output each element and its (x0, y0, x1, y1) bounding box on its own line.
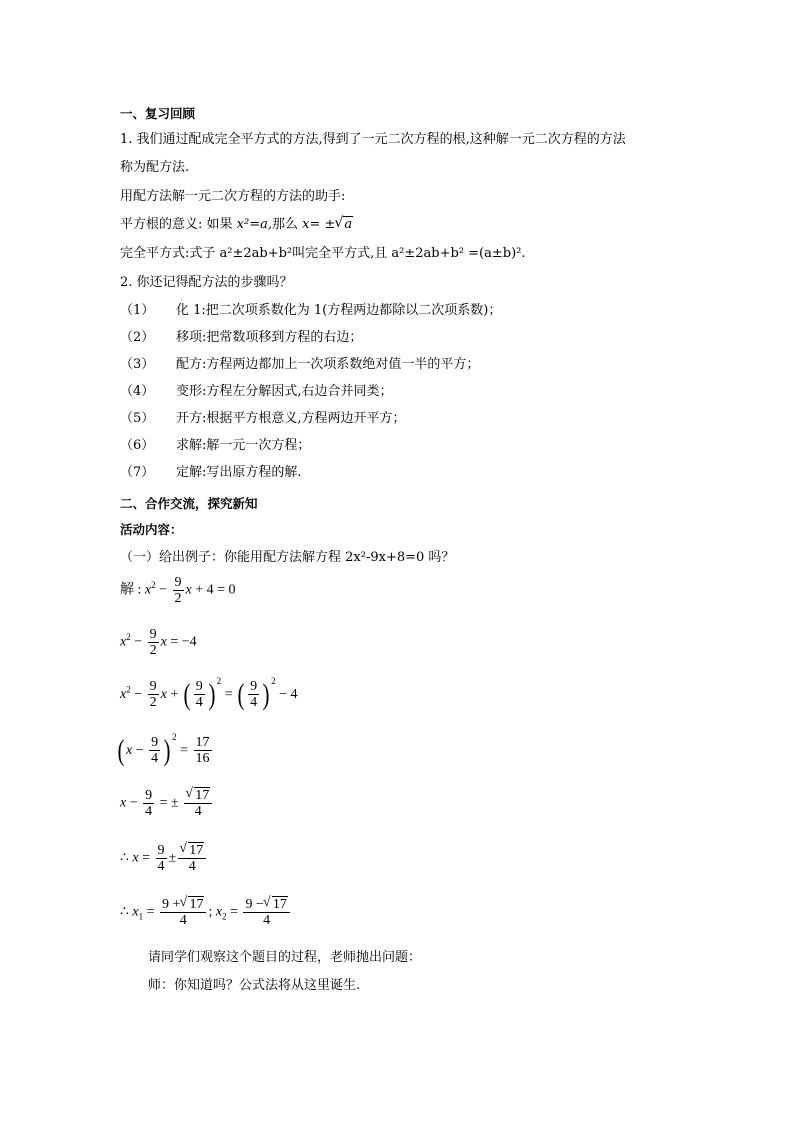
denominator: 2 (149, 695, 157, 711)
numerator: 9 (149, 679, 157, 695)
op-eq: = (217, 582, 226, 598)
op-minus-4: − 4 (279, 687, 298, 702)
fraction-9-2 (148, 679, 159, 710)
var-x: x (132, 850, 139, 866)
perfect-square-line: 完全平方式:式子 a²±2ab+b²叫完全平方式,且 a²±2ab+b² =(a±b)². (120, 246, 526, 261)
radicand: 17 (189, 897, 204, 912)
var-x: x (126, 743, 133, 758)
numerator: 9 (174, 575, 182, 590)
subscript: 2 (222, 911, 227, 922)
step-text: 开方:根据平方根意义,方程两边开平方； (176, 411, 406, 426)
fraction-9-4 (248, 679, 259, 710)
left-paren: ( (117, 733, 125, 767)
step-text: 移项:把常数项移到方程的右边； (176, 330, 363, 345)
example-question: （一）给出例子：你能用配方法解方程 2x²-9x+8=0 吗？ (120, 550, 455, 565)
radicand: 17 (272, 897, 287, 912)
op-eq: = (142, 850, 151, 866)
radicand: 17 (189, 843, 204, 858)
math-line-6 (120, 843, 208, 874)
op-eq: = (146, 904, 155, 920)
math-line-3 (120, 676, 298, 710)
section2-title: 二、合作交流，探究新知 (120, 496, 258, 511)
numerator (160, 897, 206, 913)
step-text: 定解:写出原方程的解. (176, 465, 302, 480)
numerator: 9 (195, 679, 203, 695)
step-text: 化 1:把二次项系数化为 1(方程两边都除以二次项系数)； (176, 303, 502, 318)
step-text: 配方:方程两边都加上一次项系数绝对值一半的平方； (176, 357, 480, 372)
therefore: ∴ (120, 904, 129, 920)
section1-title: 一、复习回顾 (120, 106, 196, 121)
fraction-9-4 (143, 788, 154, 819)
observe-line: 请同学们观察这个题目的过程，老师抛出问题： (148, 950, 422, 965)
exp: 2 (126, 632, 131, 643)
op-plus: + (170, 687, 179, 702)
numerator: 9 (157, 843, 165, 858)
step-number: （3） (120, 357, 155, 372)
neg-four: −4 (181, 634, 197, 650)
nine-plus: 9 + (162, 897, 181, 912)
right-paren: ) (163, 733, 171, 767)
solve-label: 解 : (120, 582, 142, 598)
radicand: 17 (195, 788, 210, 803)
var-x: x (120, 634, 127, 650)
denominator: 16 (195, 751, 210, 767)
var-x1: x (132, 904, 139, 920)
left-paren: ( (183, 677, 191, 711)
sqrt-symbol (180, 843, 204, 858)
numerator: 17 (195, 735, 210, 751)
fraction-9-4 (149, 735, 160, 766)
op-minus: − (134, 687, 143, 702)
math-line-1 (120, 575, 236, 606)
denominator: 4 (179, 913, 187, 928)
step-number: （5） (120, 411, 155, 426)
denominator: 4 (151, 751, 159, 767)
denominator: 2 (149, 643, 157, 658)
fraction-9-4 (156, 843, 167, 874)
var-x: x (120, 795, 127, 811)
sqrt-meaning-prefix: 平方根的意义: 如果 (120, 217, 237, 232)
op-eq: = (180, 743, 189, 758)
math-line-7 (120, 897, 292, 928)
var-x2: x (215, 904, 223, 920)
exp: 2 (151, 580, 156, 591)
exp: 2 (271, 676, 276, 686)
nine-minus: 9 − (245, 897, 264, 912)
op-pm: ± (171, 795, 179, 811)
op-eq: = (230, 904, 238, 920)
numerator: 9 (149, 627, 157, 642)
sqrt-meaning-a: a (344, 217, 353, 232)
sqrt-meaning-line (120, 213, 353, 232)
exp: 2 (172, 732, 177, 742)
fraction-9-2 (173, 575, 184, 606)
fraction-sqrt17-4 (184, 788, 212, 819)
therefore: ∴ (120, 850, 129, 866)
denominator: 4 (194, 804, 202, 819)
fraction-sqrt17-4 (178, 843, 206, 874)
question-2: 2. 你还记得配方法的步骤吗？ (120, 275, 293, 290)
sqrt-symbol (186, 788, 210, 803)
math-line-5 (120, 788, 214, 819)
numerator (184, 788, 212, 804)
numerator: 9 (151, 735, 159, 751)
op-minus: − (134, 634, 143, 650)
denominator: 4 (145, 804, 153, 819)
exp: 2 (126, 684, 131, 695)
var-x: x (144, 582, 152, 598)
subscript: 1 (138, 911, 144, 922)
step-number: （6） (120, 438, 155, 453)
right-paren: ) (262, 677, 270, 711)
fraction-17-16 (194, 735, 212, 766)
var-x: x (160, 687, 167, 702)
numerator: 9 (145, 788, 153, 803)
denominator: 2 (174, 591, 182, 606)
var-x: x (185, 582, 192, 598)
denominator: 4 (195, 695, 203, 711)
op-plus-4: + 4 (195, 582, 214, 598)
step-text: 求解:解一元一次方程； (176, 438, 311, 453)
zero: 0 (228, 582, 236, 598)
step-number: （4） (120, 384, 155, 399)
var-x: x (120, 687, 127, 702)
sqrt-meaning-x: x= ± (302, 217, 336, 232)
op-minus: − (129, 795, 138, 811)
fraction-root1 (160, 897, 206, 928)
fraction-9-2 (148, 627, 159, 658)
denominator: 4 (263, 913, 271, 928)
helper-line: 用配方法解一元二次方程的方法的助手: (120, 189, 346, 204)
denominator: 4 (157, 859, 165, 874)
step-number: （7） (120, 465, 155, 480)
op-eq: = (159, 795, 168, 811)
math-line-4 (116, 732, 214, 766)
paragraph-1-line1: 1. 我们通过配成完全平方式的方法,得到了一元二次方程的根,这种解一元二次方程的方法 (120, 132, 626, 147)
step-number: （2） (120, 330, 155, 345)
exp: 2 (216, 676, 222, 686)
teacher-line: 师：你知道吗？公式法将从这里诞生. (148, 978, 361, 993)
sqrt-symbol (264, 897, 288, 912)
op-eq: = (170, 634, 179, 650)
sqrt-symbol (335, 217, 353, 232)
var-x: x (160, 634, 167, 650)
step-text: 变形:方程左分解因式,右边合并同类； (176, 384, 393, 399)
denominator: 4 (250, 695, 258, 711)
op-pm: ± (168, 850, 177, 866)
sqrt-meaning-mid: 那么 (271, 217, 303, 232)
fraction-root2 (243, 897, 289, 928)
numerator (178, 843, 206, 859)
left-paren: ( (237, 677, 245, 711)
semicolon: ; (208, 904, 213, 920)
sqrt-symbol (180, 897, 204, 912)
op-eq: = (224, 687, 233, 702)
fraction-9-4 (194, 679, 205, 710)
denominator: 4 (188, 859, 196, 874)
sqrt-meaning-eq: x²=a, (236, 217, 272, 232)
op-minus: − (159, 582, 168, 598)
math-line-2 (120, 627, 197, 658)
step-number: （1） (120, 303, 155, 318)
paragraph-1-line2: 称为配方法. (120, 160, 190, 175)
numerator: 9 (250, 679, 258, 695)
activity-label: 活动内容： (120, 522, 183, 537)
right-paren: ) (208, 677, 216, 711)
op-minus: − (135, 743, 144, 758)
numerator (243, 897, 289, 913)
